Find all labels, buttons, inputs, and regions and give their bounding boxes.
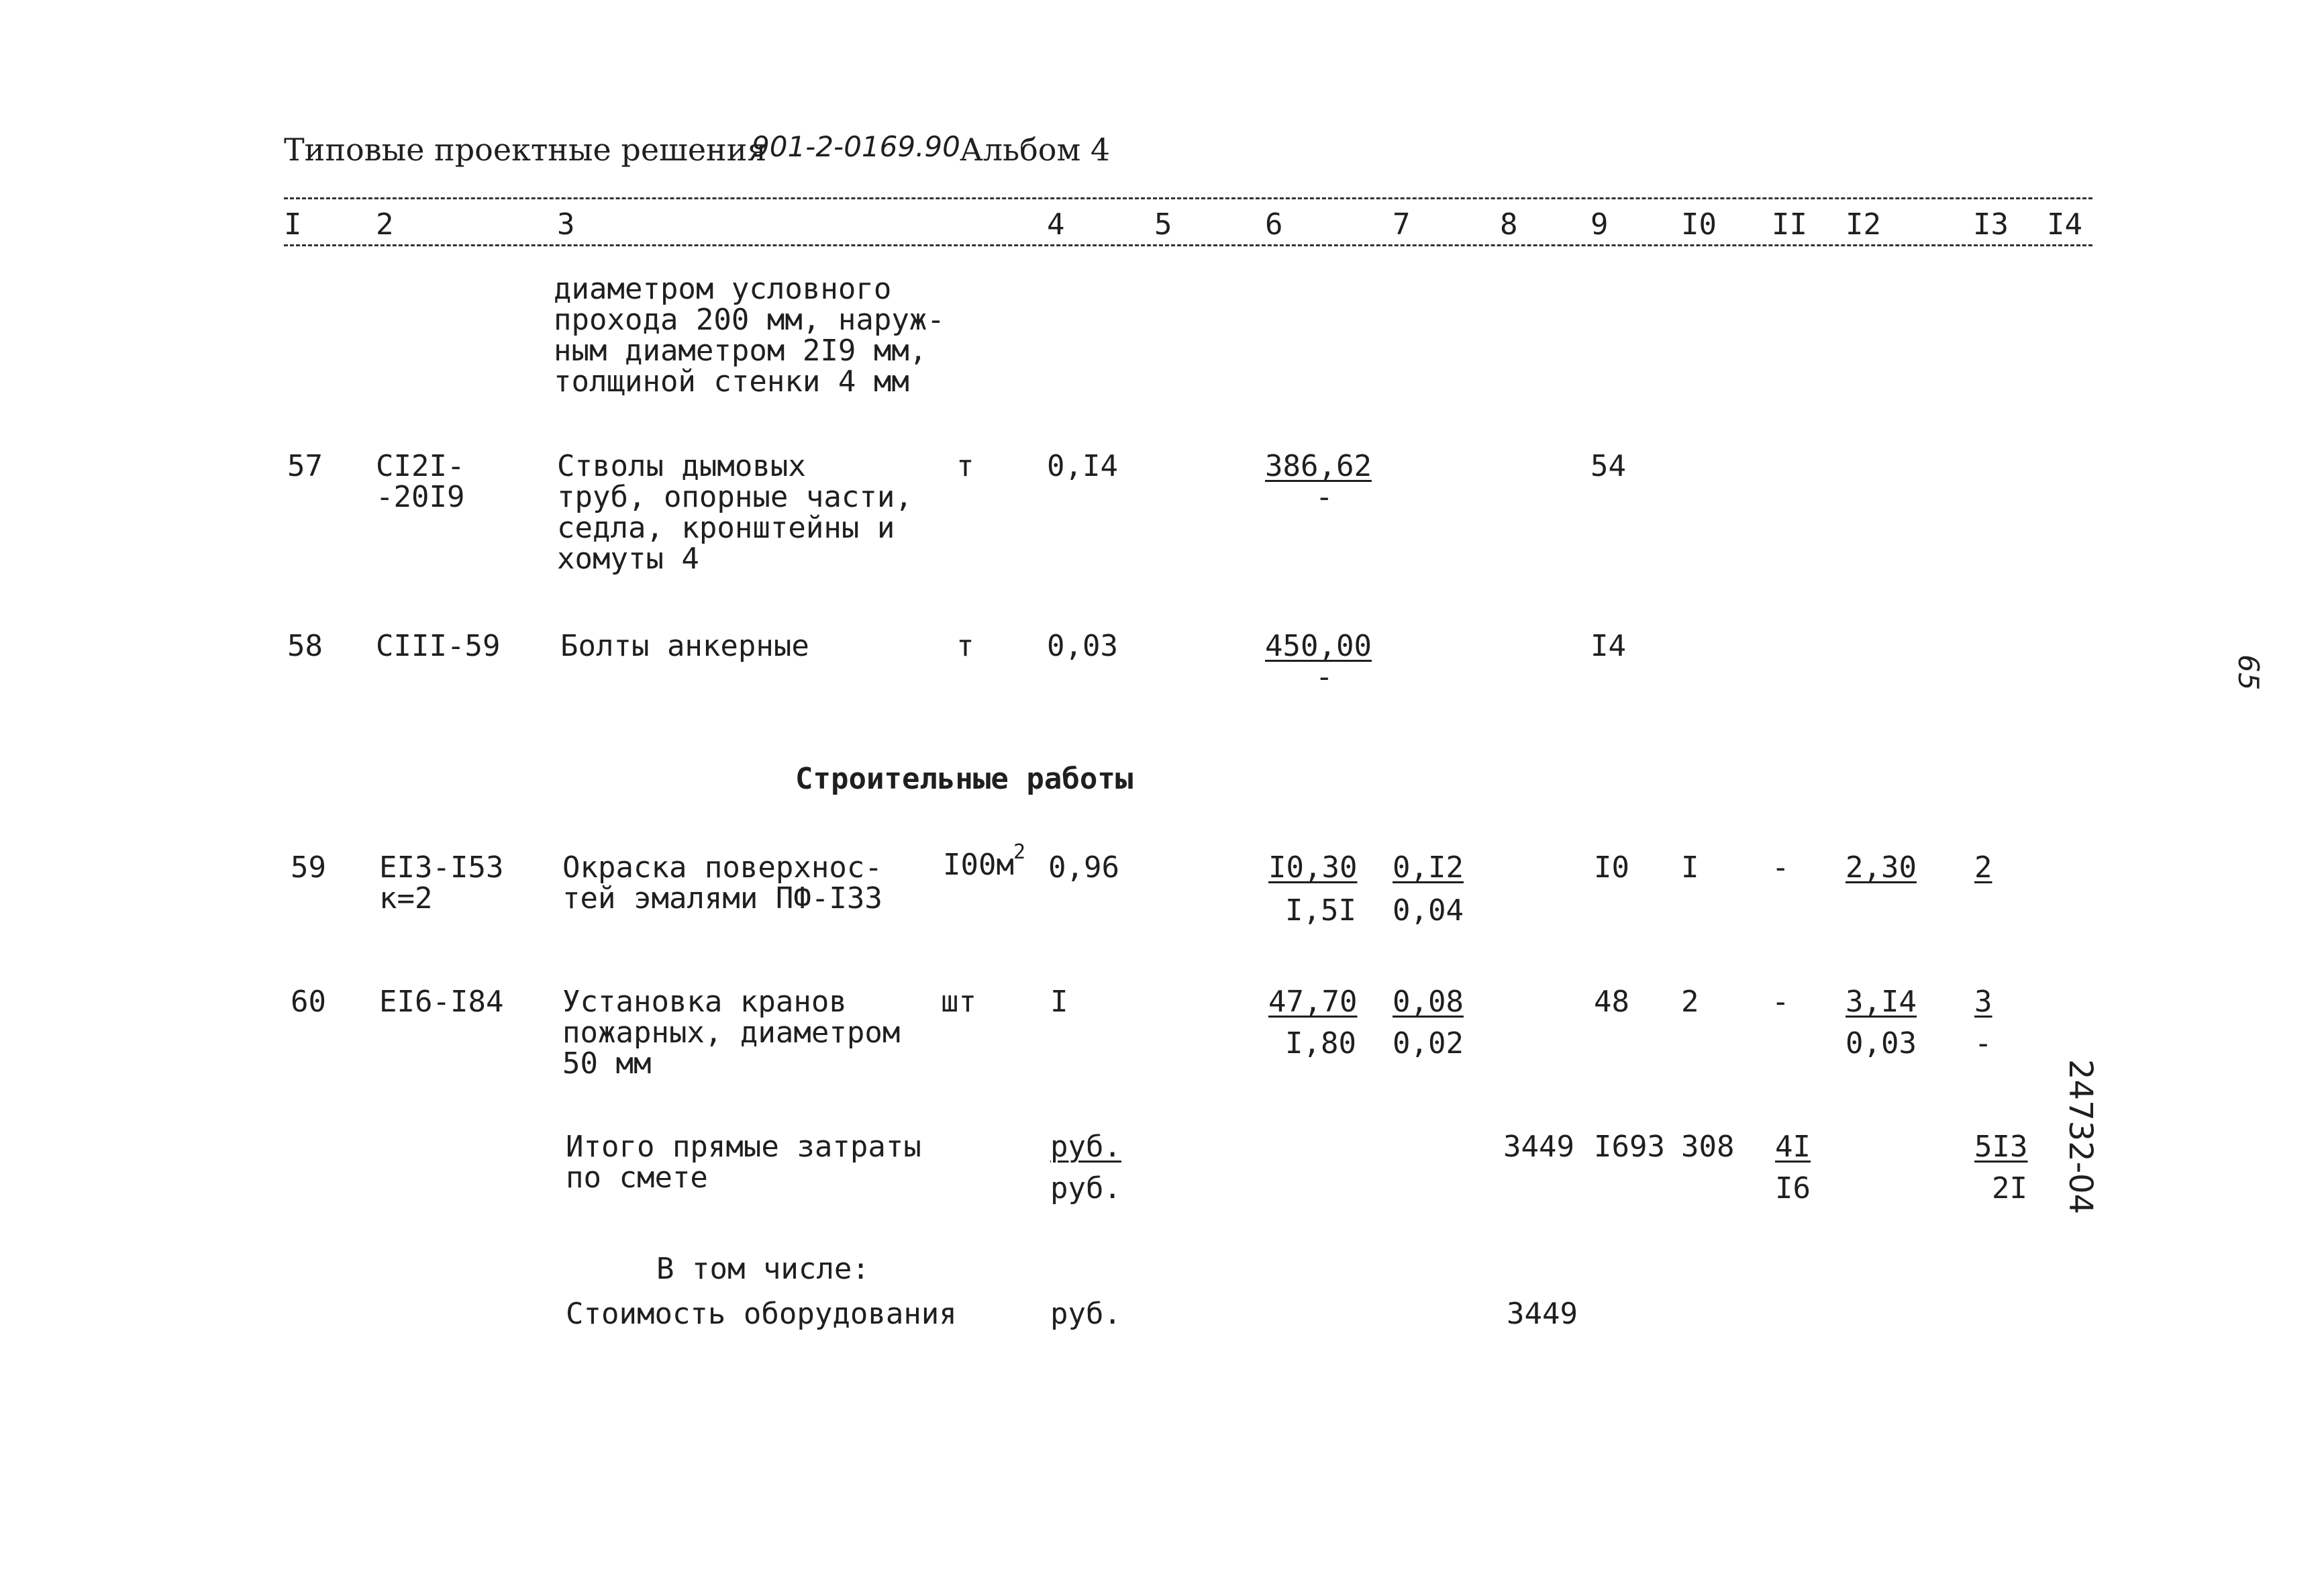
row-col12-value: 3,I4 (1846, 985, 1917, 1019)
row-col6-value: I0,30 (1268, 850, 1358, 885)
row-unit: I00м (943, 848, 1014, 882)
column-header-4: 4 (1047, 207, 1065, 242)
equipment-value: 3449 (1507, 1297, 1578, 1331)
row-quantity: I (1050, 985, 1068, 1019)
row-col13-value: 2 (1974, 850, 1992, 885)
table-header-rule (284, 244, 2092, 246)
column-header-7: 7 (1393, 207, 1411, 242)
row-description: Стволы дымовых труб, опорные части, седла, кронштейны и хомуты 4 (557, 449, 913, 576)
totals-col9: I693 (1594, 1130, 1665, 1164)
row-col7-sub: 0,02 (1393, 1026, 1464, 1061)
header-title: Типовые проектные решения (284, 132, 767, 168)
row-col6-value: 386,62 (1265, 449, 1372, 483)
totals-col10: 308 (1681, 1130, 1735, 1164)
row-col7-value: 0,I2 (1393, 850, 1464, 885)
column-header-3: 3 (557, 207, 575, 242)
document-number-stamp: 24732-04 (2062, 1059, 2099, 1215)
header-album: Альбом 4 (960, 132, 1111, 168)
row-col7-sub: 0,04 (1393, 893, 1464, 928)
page-number-mark: 65 (2232, 654, 2265, 691)
column-header-6: 6 (1265, 207, 1283, 242)
row-description: Болты анкерные (560, 629, 809, 663)
column-header-13: I3 (1973, 207, 2009, 242)
row-code: EI6-I84 (379, 985, 504, 1019)
column-header-11: II (1772, 207, 1807, 242)
row-unit-superscript: 2 (1013, 840, 1026, 864)
row-col10-value: 2 (1681, 985, 1699, 1019)
column-header-5: 5 (1154, 207, 1172, 242)
table-top-rule (284, 197, 2092, 199)
row-col9-value: I0 (1594, 850, 1629, 885)
row-col13-value: 3 (1974, 985, 1992, 1019)
totals-col11-sub: I6 (1775, 1171, 1811, 1205)
equipment-label: Стоимость оборудования (566, 1297, 957, 1331)
row-col11-value: - (1772, 850, 1790, 885)
row-col6-sub: I,80 (1285, 1026, 1356, 1061)
row-number: 58 (287, 629, 323, 663)
row-number: 57 (287, 449, 323, 483)
row-col11-value: - (1772, 985, 1790, 1019)
totals-unit-1: руб. (1050, 1130, 1121, 1164)
column-header-12: I2 (1846, 207, 1881, 242)
row-col7-value: 0,08 (1393, 985, 1464, 1019)
row-col9-value: I4 (1590, 629, 1626, 663)
column-header-8: 8 (1500, 207, 1518, 242)
row-col13-sub: - (1974, 1026, 1992, 1061)
section-title: Строительные работы (795, 762, 1133, 796)
row-number: 60 (291, 985, 326, 1019)
totals-col13-sub: 2I (1992, 1171, 2027, 1205)
row-unit: шт (941, 985, 976, 1019)
row-col12-value: 2,30 (1846, 850, 1917, 885)
row-quantity: 0,I4 (1047, 449, 1118, 483)
header-code: 901-2-0169.90 (752, 130, 960, 163)
column-header-2: 2 (376, 207, 394, 242)
row-col6-value: 47,70 (1268, 985, 1358, 1019)
row-unit: т (956, 449, 974, 483)
row-col6-value: 450,00 (1265, 629, 1372, 663)
row-col6-sub: - (1315, 480, 1333, 514)
including-label: В том числе: (656, 1252, 870, 1286)
row-description: Окраска поверхнос- тей эмалями ПФ-I33 (562, 850, 882, 916)
row-col10-value: I (1681, 850, 1699, 885)
continuation-description: диаметром условного прохода 200 мм, наруж- ным диаметром 2I9 мм, толщиной стенки 4 мм (554, 272, 945, 399)
row-number: 59 (291, 850, 326, 885)
totals-col8: 3449 (1503, 1130, 1574, 1164)
totals-col11: 4I (1775, 1130, 1811, 1164)
row-col6-sub: - (1315, 660, 1333, 694)
row-col6-sub: I,5I (1285, 893, 1356, 928)
row-col12-sub: 0,03 (1846, 1026, 1917, 1061)
column-header-14: I4 (2047, 207, 2082, 242)
column-header-10: I0 (1681, 207, 1717, 242)
row-code: EI3-I53 к=2 (379, 850, 504, 916)
row-col9-value: 54 (1590, 449, 1626, 483)
row-quantity: 0,96 (1048, 850, 1119, 885)
totals-unit-2: руб. (1050, 1171, 1121, 1205)
row-unit: т (956, 629, 974, 663)
row-description: Установка кранов пожарных, диаметром 50 мм (562, 985, 901, 1081)
column-header-1: I (284, 207, 302, 242)
row-code: CI2I- -20I9 (376, 449, 465, 514)
row-code: CIII-59 (376, 629, 501, 663)
totals-col13: 5I3 (1974, 1130, 2028, 1164)
row-quantity: 0,03 (1047, 629, 1118, 663)
totals-label: Итого прямые затраты по смете (566, 1130, 921, 1195)
equipment-unit: руб. (1050, 1297, 1121, 1331)
row-col9-value: 48 (1594, 985, 1629, 1019)
column-header-9: 9 (1590, 207, 1609, 242)
